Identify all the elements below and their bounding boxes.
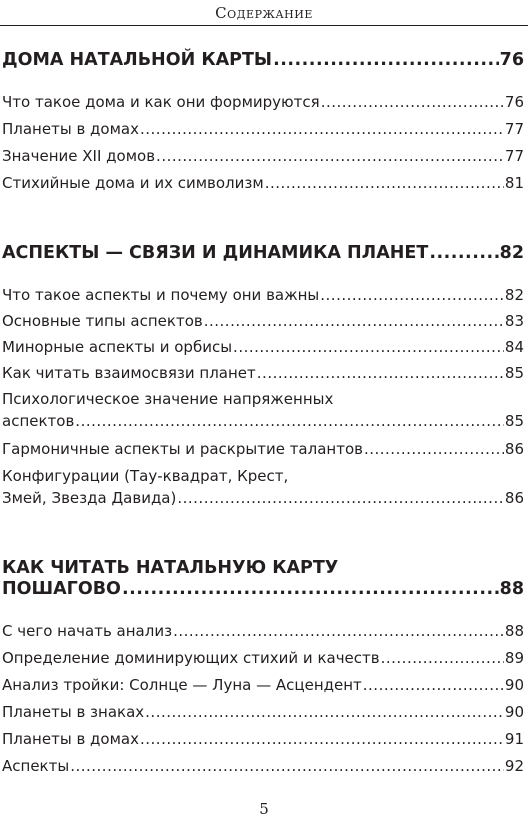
- toc-entry-title: Аспекты: [2, 757, 70, 775]
- toc-chapter-houses[interactable]: [2, 50, 524, 70]
- toc-entry[interactable]: [2, 412, 524, 430]
- toc-entry-title: аспектов: [2, 412, 75, 430]
- toc-entry[interactable]: [2, 364, 524, 382]
- toc-chapter-reading[interactable]: [2, 579, 524, 599]
- toc-entry[interactable]: [2, 730, 524, 748]
- toc-leader: [177, 489, 504, 507]
- toc-chapter-aspects[interactable]: [2, 243, 524, 263]
- toc-page-number: 81: [504, 174, 524, 192]
- toc-page-number: 91: [504, 730, 524, 748]
- toc-page-number: 83: [504, 312, 524, 330]
- toc-entry-title: Определение доминирующих стихий и качеств: [2, 649, 380, 667]
- toc-page-number: 77: [504, 147, 524, 165]
- toc-leader: [320, 286, 504, 304]
- toc-page-number: 84: [504, 338, 524, 356]
- toc-page-number: 86: [504, 489, 524, 507]
- toc-page-number: 82: [504, 286, 524, 304]
- toc-chapter-title: ПОШАГОВО: [2, 579, 121, 599]
- toc-leader: [204, 312, 504, 330]
- toc-entry-title: Как читать взаимосвязи планет: [2, 364, 256, 382]
- toc-entry-title: Гармоничные аспекты и раскрытие талантов: [2, 440, 363, 458]
- toc-leader: [75, 412, 504, 430]
- toc-entry[interactable]: [2, 93, 524, 111]
- toc-leader: [70, 757, 504, 775]
- toc-chapter-title-line1[interactable]: КАК ЧИТАТЬ НАТАЛЬНУЮ КАРТУ: [2, 558, 339, 578]
- toc-leader: [122, 579, 499, 599]
- toc-leader: [257, 364, 504, 382]
- toc-entry-title: С чего начать анализ: [2, 622, 173, 640]
- toc-entry[interactable]: [2, 649, 524, 667]
- toc-leader: [321, 93, 504, 111]
- toc-entry-title-line1[interactable]: Конфигурации (Тау-квадрат, Крест,: [2, 467, 289, 485]
- page-number: 5: [259, 800, 269, 818]
- toc-page-number: 85: [504, 412, 524, 430]
- toc-leader: [364, 440, 504, 458]
- toc-entry[interactable]: [2, 147, 524, 165]
- running-head: Содержание: [215, 4, 313, 22]
- toc-entry[interactable]: [2, 703, 524, 721]
- toc-leader: [265, 174, 504, 192]
- toc-leader: [156, 147, 504, 165]
- toc-leader: [381, 649, 504, 667]
- toc-entry-title: Стихийные дома и их символизм: [2, 174, 264, 192]
- toc-leader: [140, 730, 504, 748]
- toc-page-number: 89: [504, 649, 524, 667]
- toc-chapter-title: АСПЕКТЫ — СВЯЗИ И ДИНАМИКА ПЛАНЕТ: [2, 243, 429, 263]
- toc-chapter-title: ДОМА НАТАЛЬНОЙ КАРТЫ: [2, 50, 273, 70]
- toc-leader: [273, 50, 499, 70]
- toc-entry-title: Змей, Звезда Давида): [2, 489, 177, 507]
- toc-page-number: 86: [504, 440, 524, 458]
- toc-page-number: 92: [504, 757, 524, 775]
- toc-leader: [140, 120, 504, 138]
- toc-entry-title: Значение XII домов: [2, 147, 156, 165]
- toc-entry-title: Планеты в знаках: [2, 703, 145, 721]
- toc-entry-title: Анализ тройки: Солнце — Луна — Асцендент: [2, 676, 362, 694]
- toc-page-number: 90: [504, 703, 524, 721]
- toc-entry[interactable]: [2, 757, 524, 775]
- toc-leader: [429, 243, 498, 263]
- toc-entry[interactable]: [2, 120, 524, 138]
- toc-entry-title: Что такое дома и как они формируются: [2, 93, 320, 111]
- toc-entry-title: Что такое аспекты и почему они важны: [2, 286, 320, 304]
- header-rule: [0, 25, 528, 26]
- toc-entry[interactable]: [2, 440, 524, 458]
- toc-entry[interactable]: [2, 338, 524, 356]
- toc-entry-title: Основные типы аспектов: [2, 312, 203, 330]
- toc-page-number: 77: [504, 120, 524, 138]
- toc-leader: [233, 338, 504, 356]
- toc-page-number: 76: [504, 93, 524, 111]
- toc-page-number: 85: [504, 364, 524, 382]
- toc-entry-title-line1[interactable]: Психологическое значение напряженных: [2, 390, 334, 408]
- toc-entry[interactable]: [2, 622, 524, 640]
- toc-page-number: 88: [499, 579, 524, 599]
- toc-entry-title: Планеты в домах: [2, 120, 139, 138]
- toc-entry[interactable]: [2, 676, 524, 694]
- toc-page-number: 90: [504, 676, 524, 694]
- toc-page-number: 88: [504, 622, 524, 640]
- toc-entry[interactable]: [2, 312, 524, 330]
- toc-entry-title: Планеты в домах: [2, 730, 139, 748]
- toc-entry-title: Минорные аспекты и орбисы: [2, 338, 233, 356]
- toc-entry[interactable]: [2, 286, 524, 304]
- toc-page-number: 76: [499, 50, 524, 70]
- toc-leader: [145, 703, 504, 721]
- toc-entry[interactable]: [2, 174, 524, 192]
- toc-page-number: 82: [499, 243, 524, 263]
- toc-leader: [363, 676, 504, 694]
- toc-leader: [173, 622, 504, 640]
- toc-entry[interactable]: [2, 489, 524, 507]
